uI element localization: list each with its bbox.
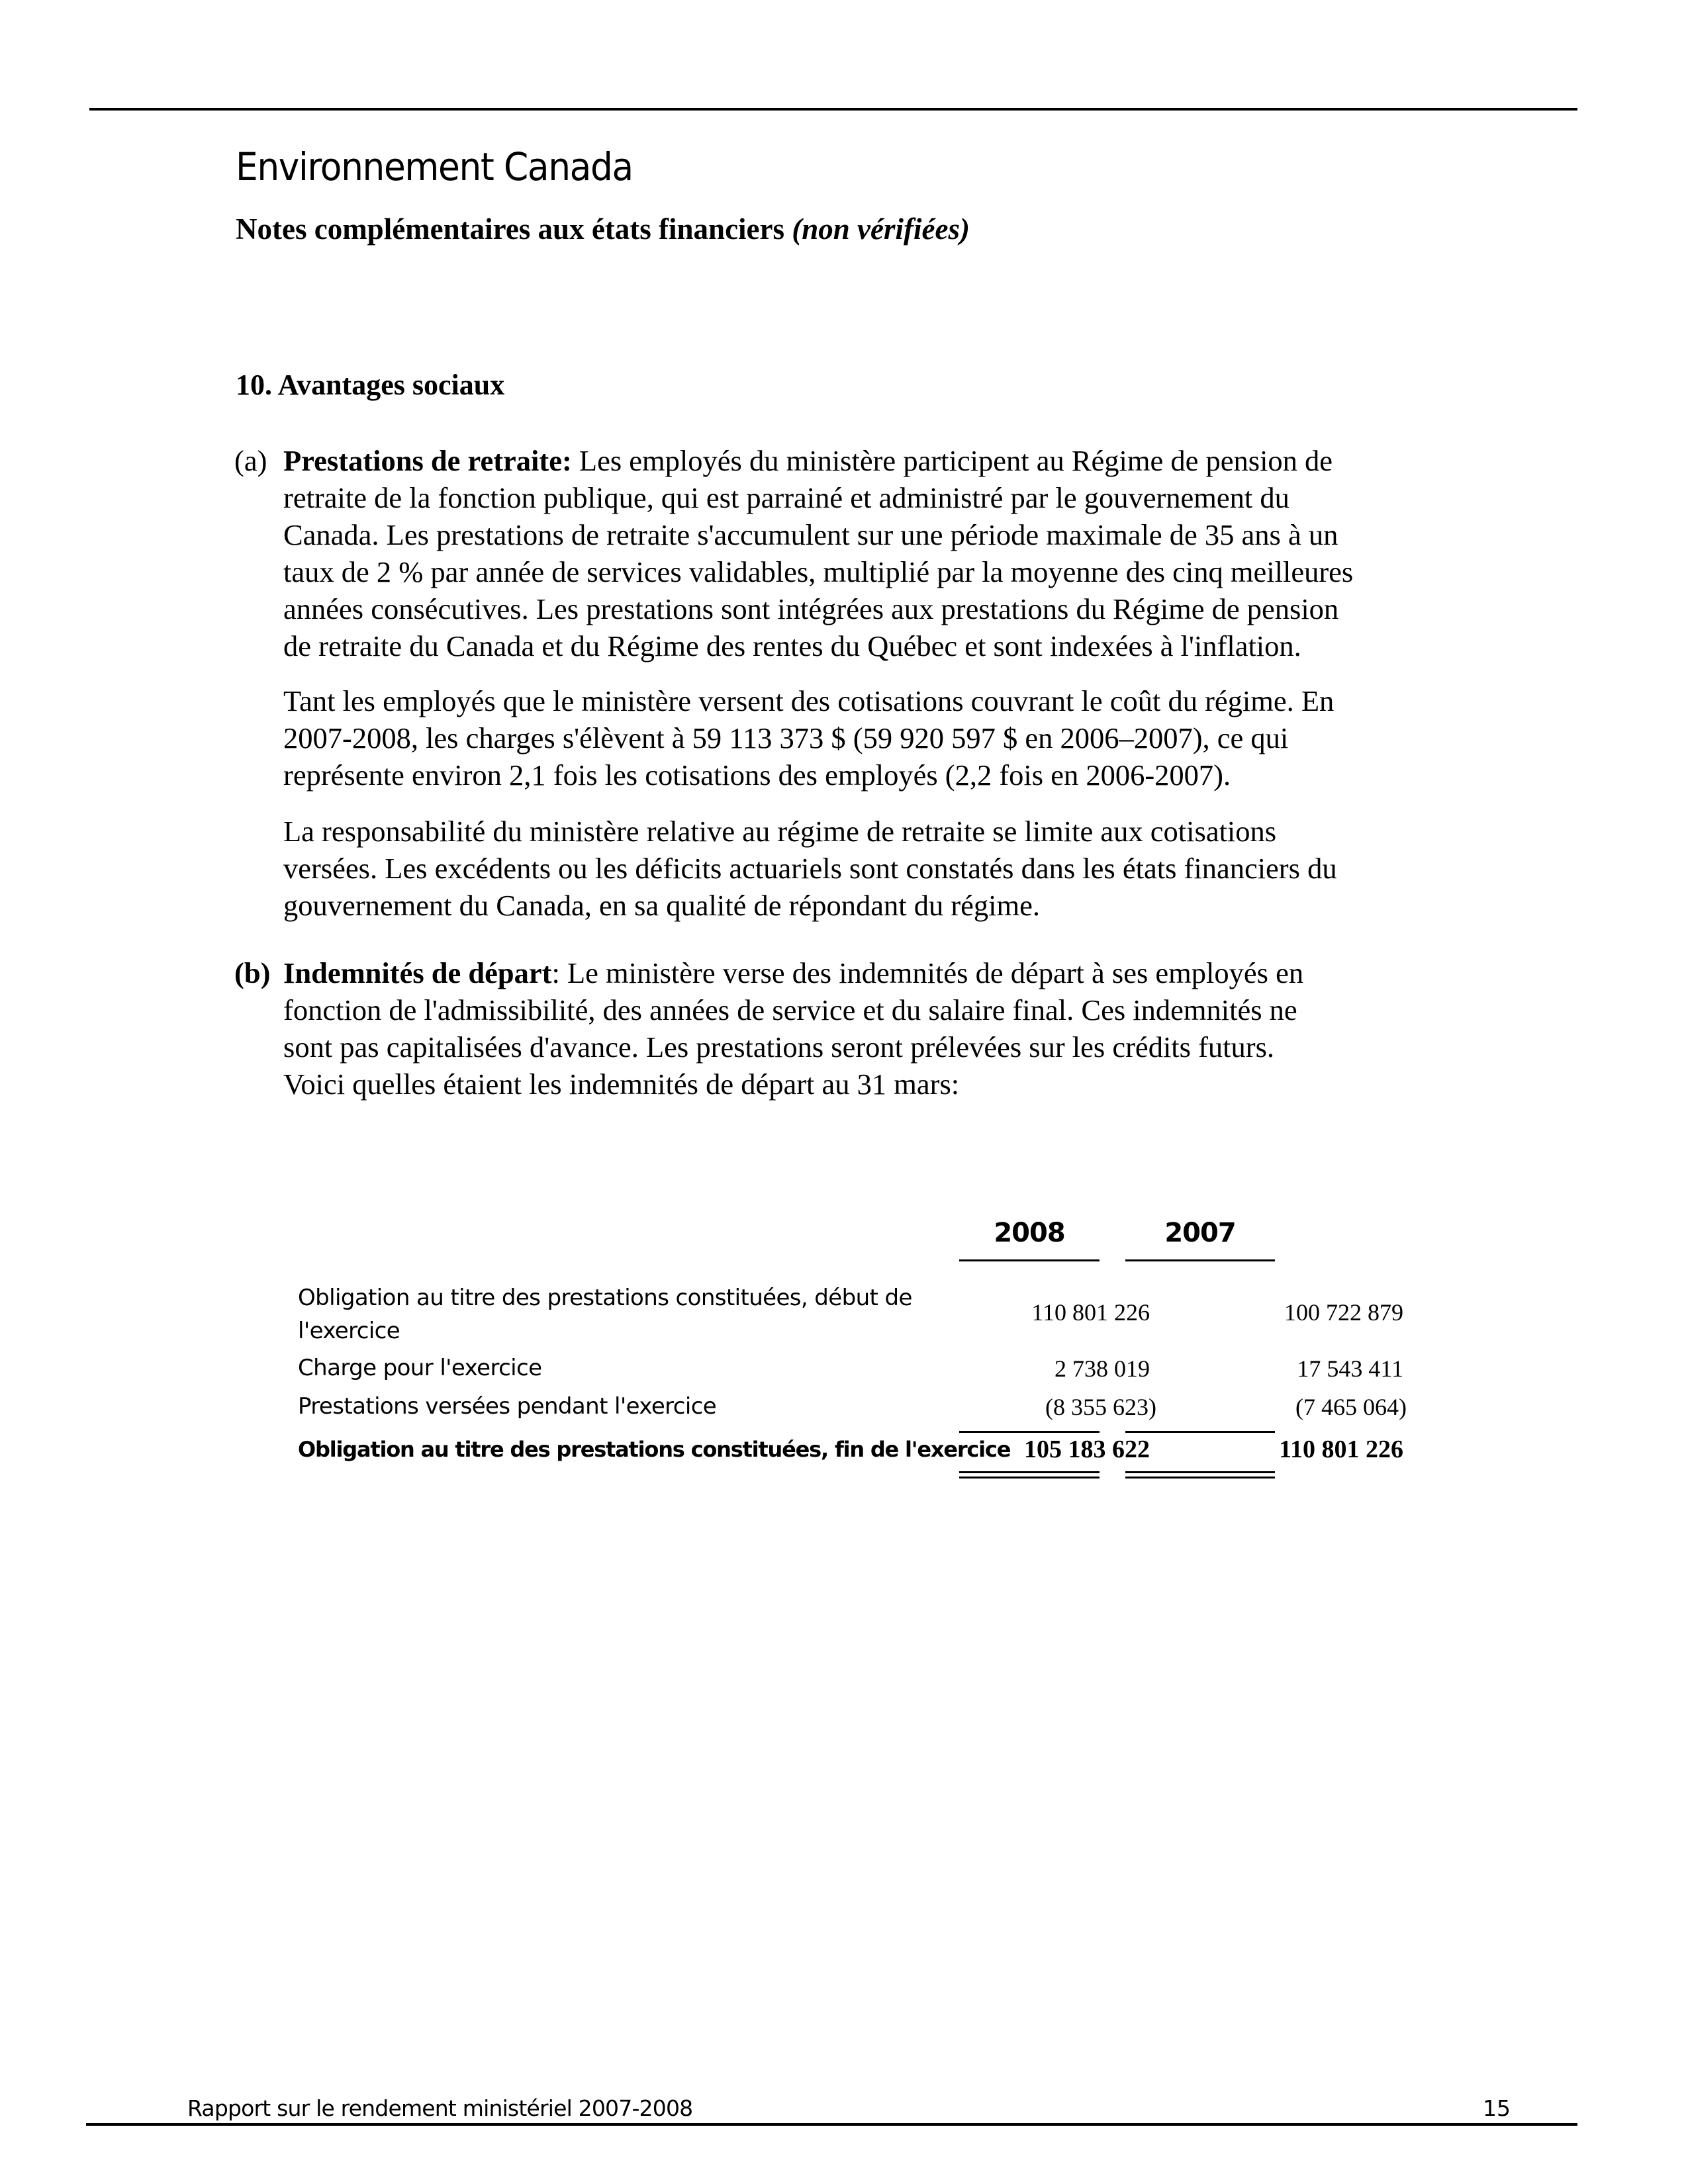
severance-line: Voici quelles étaient les indemnités de départ au 31 mars: [283,1068,960,1101]
subtitle-main: Notes complémentaires aux états financiers [236,212,792,246]
pension-line: représente environ 2,1 fois les cotisations des employés (2,2 fois en 2006-2007). [283,758,1231,792]
footer-rule [86,2123,1577,2126]
table-cell: 100 722 879 [1284,1299,1403,1326]
severance-paragraph [283,954,1462,1103]
total-double-rule [1125,1477,1275,1479]
footer-report-title: Rapport sur le rendement ministériel 2007-2008 [187,2095,693,2121]
severance-line: sont pas capitalisées d'avance. Les prestations seront prélevées sur les crédits futurs. [283,1030,1275,1064]
severance-line: fonction de l'admissibilité, des années de service et du salaire final. Ces indemnités ne [283,993,1297,1026]
pension-line: de retraite du Canada et du Régime des rentes du Québec et sont indexées à l'inflation. [283,629,1301,662]
pension-line: retraite de la fonction publique, qui est parrainé et administré par le gouvernement du [283,481,1289,514]
pension-paragraph-2 [283,682,1462,794]
item-b-label: (b) [234,956,271,989]
severance-title: Indemnités de départ [283,956,552,989]
table-row-label: Obligation au titre des prestations constituées, début de l'exercice [298,1285,912,1344]
table-cell: (8 355 623) [1045,1394,1156,1420]
header-underline [959,1259,1100,1261]
table-cell: 110 801 226 [1031,1299,1150,1326]
pension-line: Canada. Les prestations de retraite s'accumulent sur une période maximale de 35 ans à un [283,518,1338,551]
document-title: Environnement Canada [236,144,633,189]
column-header-2007: 2007 [1164,1218,1236,1248]
table-total-cell: 110 801 226 [1279,1435,1403,1463]
page-number: 15 [1483,2095,1511,2121]
document-subtitle [236,212,970,246]
pension-line: 2007-2008, les charges s'élèvent à 59 113 373 $ (59 920 597 $ en 2006–2007), ce qui [283,721,1289,754]
header-underline [1125,1259,1275,1261]
table-row-label: Charge pour l'exercice [298,1355,542,1381]
pension-line: gouvernement du Canada, en sa qualité de répondant du régime. [283,889,1041,922]
subtitle-unaudited: (non vérifiées) [792,212,970,246]
column-header-2008: 2008 [994,1218,1065,1248]
item-a-label: (a) [234,444,267,477]
pension-line: La responsabilité du ministère relative au régime de retraite se limite aux cotisations [283,815,1277,848]
total-double-rule [959,1477,1100,1479]
pension-line: années consécutives. Les prestations sont intégrées aux prestations du Régime de pension [283,592,1339,625]
table-cell: 2 738 019 [1055,1355,1150,1382]
table-cell: 17 543 411 [1297,1355,1403,1382]
total-double-rule [959,1471,1100,1473]
pension-title: Prestations de retraite: [283,444,572,477]
table-total-cell: 105 183 622 [1024,1435,1150,1463]
total-double-rule [1125,1471,1275,1473]
table-row-label: Prestations versées pendant l'exercice [298,1393,717,1420]
severance-line: Indemnités de départ: Le ministère verse des indemnités de départ à ses employés en [283,956,1304,989]
header-rule [89,108,1577,111]
pension-line: Prestations de retraite: Les employés du ministère participent au Régime de pension de [283,444,1333,477]
pension-line: taux de 2 % par année de services validables, multiplié par la moyenne des cinq meilleures [283,555,1354,588]
table-total-label: Obligation au titre des prestations constituées, fin de l'exercice [298,1437,1011,1462]
pension-paragraph-3 [283,813,1462,924]
table-cell: (7 465 064) [1295,1394,1407,1420]
subtotal-rule [1125,1431,1275,1433]
pension-line: Tant les employés que le ministère versent des cotisations couvrant le coût du régime. En [283,684,1335,717]
section-heading: 10. Avantages sociaux [236,369,505,401]
pension-line: versées. Les excédents ou les déficits actuariels sont constatés dans les états financiers du [283,852,1337,885]
pension-paragraph-1 [283,442,1462,664]
